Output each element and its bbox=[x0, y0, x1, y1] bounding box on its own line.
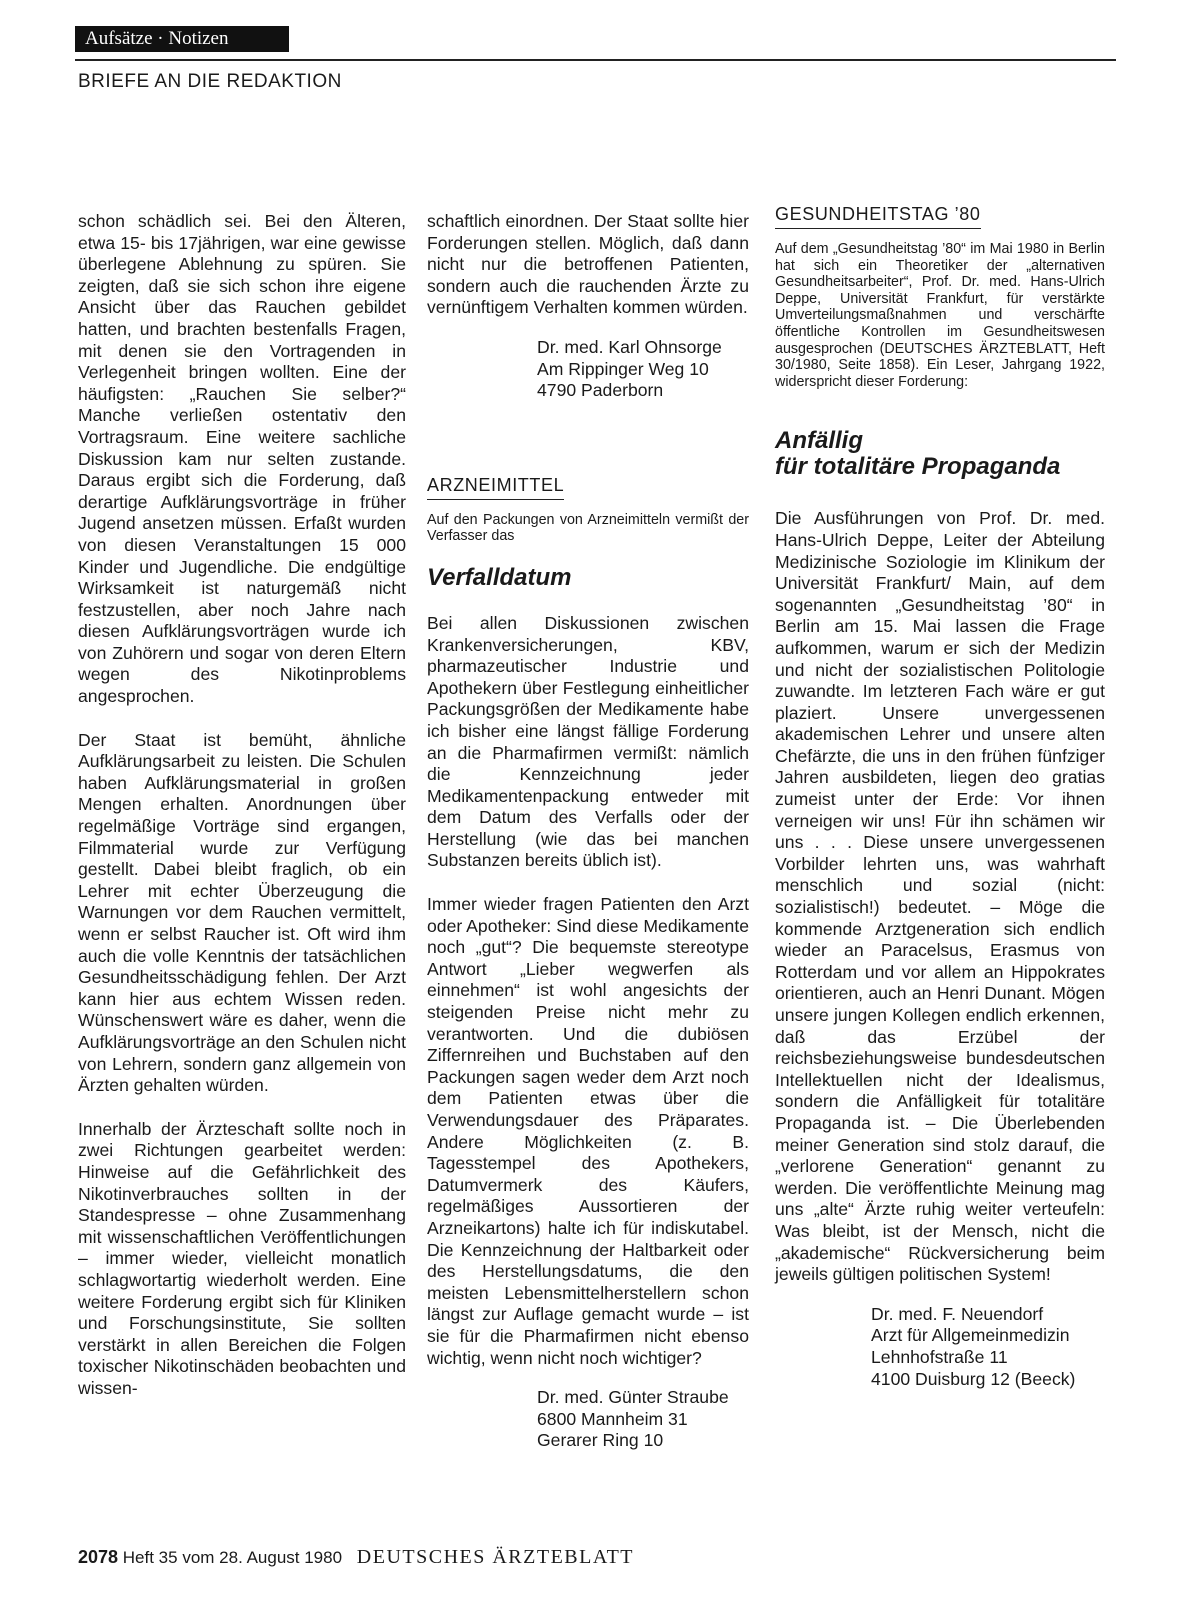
signature-line: Arzt für Allgemeinmedizin bbox=[871, 1325, 1070, 1346]
header-rule bbox=[75, 59, 1116, 61]
letter2-signature bbox=[427, 1387, 749, 1452]
letter3-keyword: GESUNDHEITSTAG ’80 bbox=[775, 203, 981, 229]
rubric-title: BRIEFE AN DIE REDAKTION bbox=[78, 71, 342, 92]
letter2-headline: Verfalldatum bbox=[427, 563, 572, 591]
issue-info: Heft 35 vom 28. August 1980 bbox=[122, 1548, 343, 1567]
column-1 bbox=[78, 211, 406, 1399]
letter1-paragraph: schon schädlich sei. Bei den Älteren, etwa 15- bis 17jährigen, war eine gewisse überlegene Ablehnung zu spüren. Sie zeigten, daß sie sich schon ihre eigene Ansicht über das Rauchen gebildet hatten, und brachten bestenfalls Fragen, mit denen sie den Vortragenden in Verlegenheit bringen wollten. Eine der häufigsten: „Rauchen Sie selber?“ Manche verließen ostentativ den Vortragsraum. Eine weitere sachliche Diskussion kam nur selten zustande. Daraus ergibt sich die Forderung, daß derartige Aufklärungsvorträge in früher Jugend ansetzen müssen. Erfaßt wurden von diesen Veranstaltungen 15 000 Kinder und Jugendliche. Die endgültige Wirksamkeit ist naturgemäß nicht festzustellen, aber noch Jahre nach diesen Aufklärungsvorträgen wurde ich von Zuhörern und sogar von deren Eltern wegen des Nikotinproblems angesprochen. bbox=[78, 211, 406, 707]
letter2-keyword: ARZNEIMITTEL bbox=[427, 474, 564, 500]
column-3 bbox=[775, 203, 1105, 1390]
page-footer bbox=[78, 1546, 634, 1569]
page-number: 2078 bbox=[78, 1547, 119, 1567]
signature-line: Dr. med. Günter Straube bbox=[537, 1387, 729, 1408]
signature-line: Dr. med. Karl Ohnsorge bbox=[537, 336, 722, 357]
letter3-headline bbox=[775, 428, 1105, 480]
letter1-continuation: schaftlich einordnen. Der Staat sollte hier Forderungen stellen. Möglich, daß dann nicht nur die betroffenen Patienten, sondern auch die rauchenden Ärzte zu vernünftigem Verhalten kommen würden. bbox=[427, 211, 749, 318]
letter2-paragraph: Bei allen Diskussionen zwischen Krankenversicherungen, KBV, pharmazeutischer Industrie und Apothekern über Festlegung einheitlicher Packungsgrößen der Medikamente habe ich bisher eine längst fällige Forderung an die Pharmafirmen vermißt: nämlich die Kennzeichnung jeder Medikamentenpackung entweder mit dem Datum des Verfalls oder der Herstellung (wie das bei manchen Substanzen bereits üblich ist). bbox=[427, 612, 749, 871]
headline-line: für totalitäre Propaganda bbox=[775, 453, 1061, 481]
letter2-keyword-wrap bbox=[427, 474, 749, 500]
letter2-lede: Auf den Packungen von Arzneimitteln vermißt der Verfasser das bbox=[427, 511, 749, 545]
journal-name: DEUTSCHES ÄRZTEBLATT bbox=[356, 1546, 634, 1568]
signature-line: Lehnhofstraße 11 bbox=[871, 1346, 1008, 1367]
signature-line: Am Rippinger Weg 10 bbox=[537, 358, 709, 379]
signature-line: Dr. med. F. Neuendorf bbox=[871, 1303, 1044, 1324]
letter1-signature bbox=[427, 337, 749, 402]
letter1-paragraph: Der Staat ist bemüht, ähnliche Aufklärungsarbeit zu leisten. Die Schulen haben Aufklärungsmaterial in großen Mengen erhalten. Anordnungen über regelmäßige Vorträge sind ergangen, Filmmaterial wurde zur Verfügung gestellt. Dabei bleibt fraglich, ob ein Lehrer mit echter Überzeugung die Warnungen vor dem Rauchen vermittelt, wenn er selbst Raucher ist. Oft wird ihm auch die volle Kenntnis der tatsächlichen Gesundheitsschädigung fehlen. Der Arzt kann hier aus echtem Wissen reden. Wünschenswert wäre es daher, wenn die Aufklärungsvorträge an den Schulen nicht von Lehrern, sondern ganz allgemein von Ärzten gehalten würden. bbox=[78, 729, 406, 1096]
column-2 bbox=[427, 211, 749, 1452]
letter3-signature bbox=[775, 1304, 1105, 1390]
signature-line: 4100 Duisburg 12 (Beeck) bbox=[871, 1368, 1076, 1389]
letter3-lede: Auf dem „Gesundheitstag ’80“ im Mai 1980 in Berlin hat sich ein Theoretiker der „alternativen Gesundheitsarbeiter“, Prof. Dr. med. Hans-Ulrich Deppe, Universität Frankfurt, für verstärkte Umverteilungsmaßnahmen und verschärfte öffentliche Kontrollen im Gesundheitswesen ausgesprochen (DEUTSCHES ÄRZTEBLATT, Heft 30/1980, Seite 1858). Ein Leser, Jahrgang 1922, widerspricht dieser Forderung: bbox=[775, 241, 1105, 390]
signature-line: 6800 Mannheim 31 bbox=[537, 1408, 688, 1429]
letter3-body: Die Ausführungen von Prof. Dr. med. Hans-Ulrich Deppe, Leiter der Abteilung Medizinische Soziologie im Klinikum der Universität Frankfurt/ Main, auf dem sogenannten „Gesundheitstag ’80“ in Berlin am 15. Mai lassen die Frage aufkommen, warum er sich der Medizin und nicht der sozialistischen Politologie zuwandte. Im letzteren Fach wäre er gut plaziert. Unsere unvergessenen akademischen Lehrer und unsere alten Chefärzte, die uns in den frühen fünfziger Jahren ausbildeten, liegen deo gratias zumeist unter der Erde: Vor ihnen verneigen wir uns! Für ihn schämen wir uns . . . Diese unsere unvergessenen Vorbilder lehrten uns, was wahrhaft menschlich und sozial (nicht: sozialistisch!) bedeutet. – Möge die kommende Arztgeneration sich endlich wieder an Paracelsus, Erasmus von Rotterdam und vor allem an Hippokrates orientieren, auch an Henri Dunant. Mögen unsere jungen Kollegen endlich erkennen, daß das Erzübel der reichsbeziehungsweise bundesdeutschen Intellektuellen nicht der Idealismus, sondern die Anfälligkeit für totalitäre Propaganda ist. – Die Überlebenden meiner Generation sind stolz darauf, die „verlorene Generation“ genannt zu werden. Die veröffentlichte Meinung mag uns „alte“ Ärzte ruhig weiter verteufeln: Was bleibt, ist der Mensch, nicht die „akademische“ Rückversicherung beim jeweils gültigen politischen System! bbox=[775, 508, 1105, 1285]
signature-line: Gerarer Ring 10 bbox=[537, 1430, 664, 1451]
headline-line: Anfällig bbox=[775, 427, 863, 455]
letter1-paragraph: Innerhalb der Ärzteschaft sollte noch in zwei Richtungen gearbeitet werden: Hinweise auf die Gefährlichkeit des Nikotinverbrauches sollten in der Standespresse – ohne Zusammenhang mit wissenschaftlichen Veröffentlichungen – immer wieder, vielleicht monatlich schlagwortartig wiederholt werden. Eine weitere Forderung ergibt sich für Kliniken und Forschungsinstitute, Sie sollten verstärkt in allen Bereichen die Folgen toxischer Nikotinschäden beobachten und wissen- bbox=[78, 1118, 406, 1398]
section-tag: Aufsätze · Notizen bbox=[75, 26, 289, 52]
letter2-paragraph: Immer wieder fragen Patienten den Arzt oder Apotheker: Sind diese Medikamente noch „gut“? Die bequemste stereotype Antwort „Lieber wegwerfen als einnehmen“ ist wohl angesichts der steigenden Preise nicht mehr zu verantworten. Und die dubiösen Ziffernreihen und Buchstaben auf den Packungen sagen weder dem Arzt noch dem Patienten etwas über die Verwendungsdauer des Präparates. Andere Möglichkeiten (z. B. Tagesstempel des Apothekers, Datumvermerk des Käufers, regelmäßiges Aussortieren der Arzneikartons) halte ich für indiskutabel. Die Kennzeichnung der Haltbarkeit oder des Herstellungsdatums, die den meisten Lebensmittelherstellern schon längst zur Auflage gemacht wurde – ist sie für die Pharmafirmen nicht ebenso wichtig, wenn nicht noch wichtiger? bbox=[427, 894, 749, 1368]
signature-line: 4790 Paderborn bbox=[537, 380, 664, 401]
